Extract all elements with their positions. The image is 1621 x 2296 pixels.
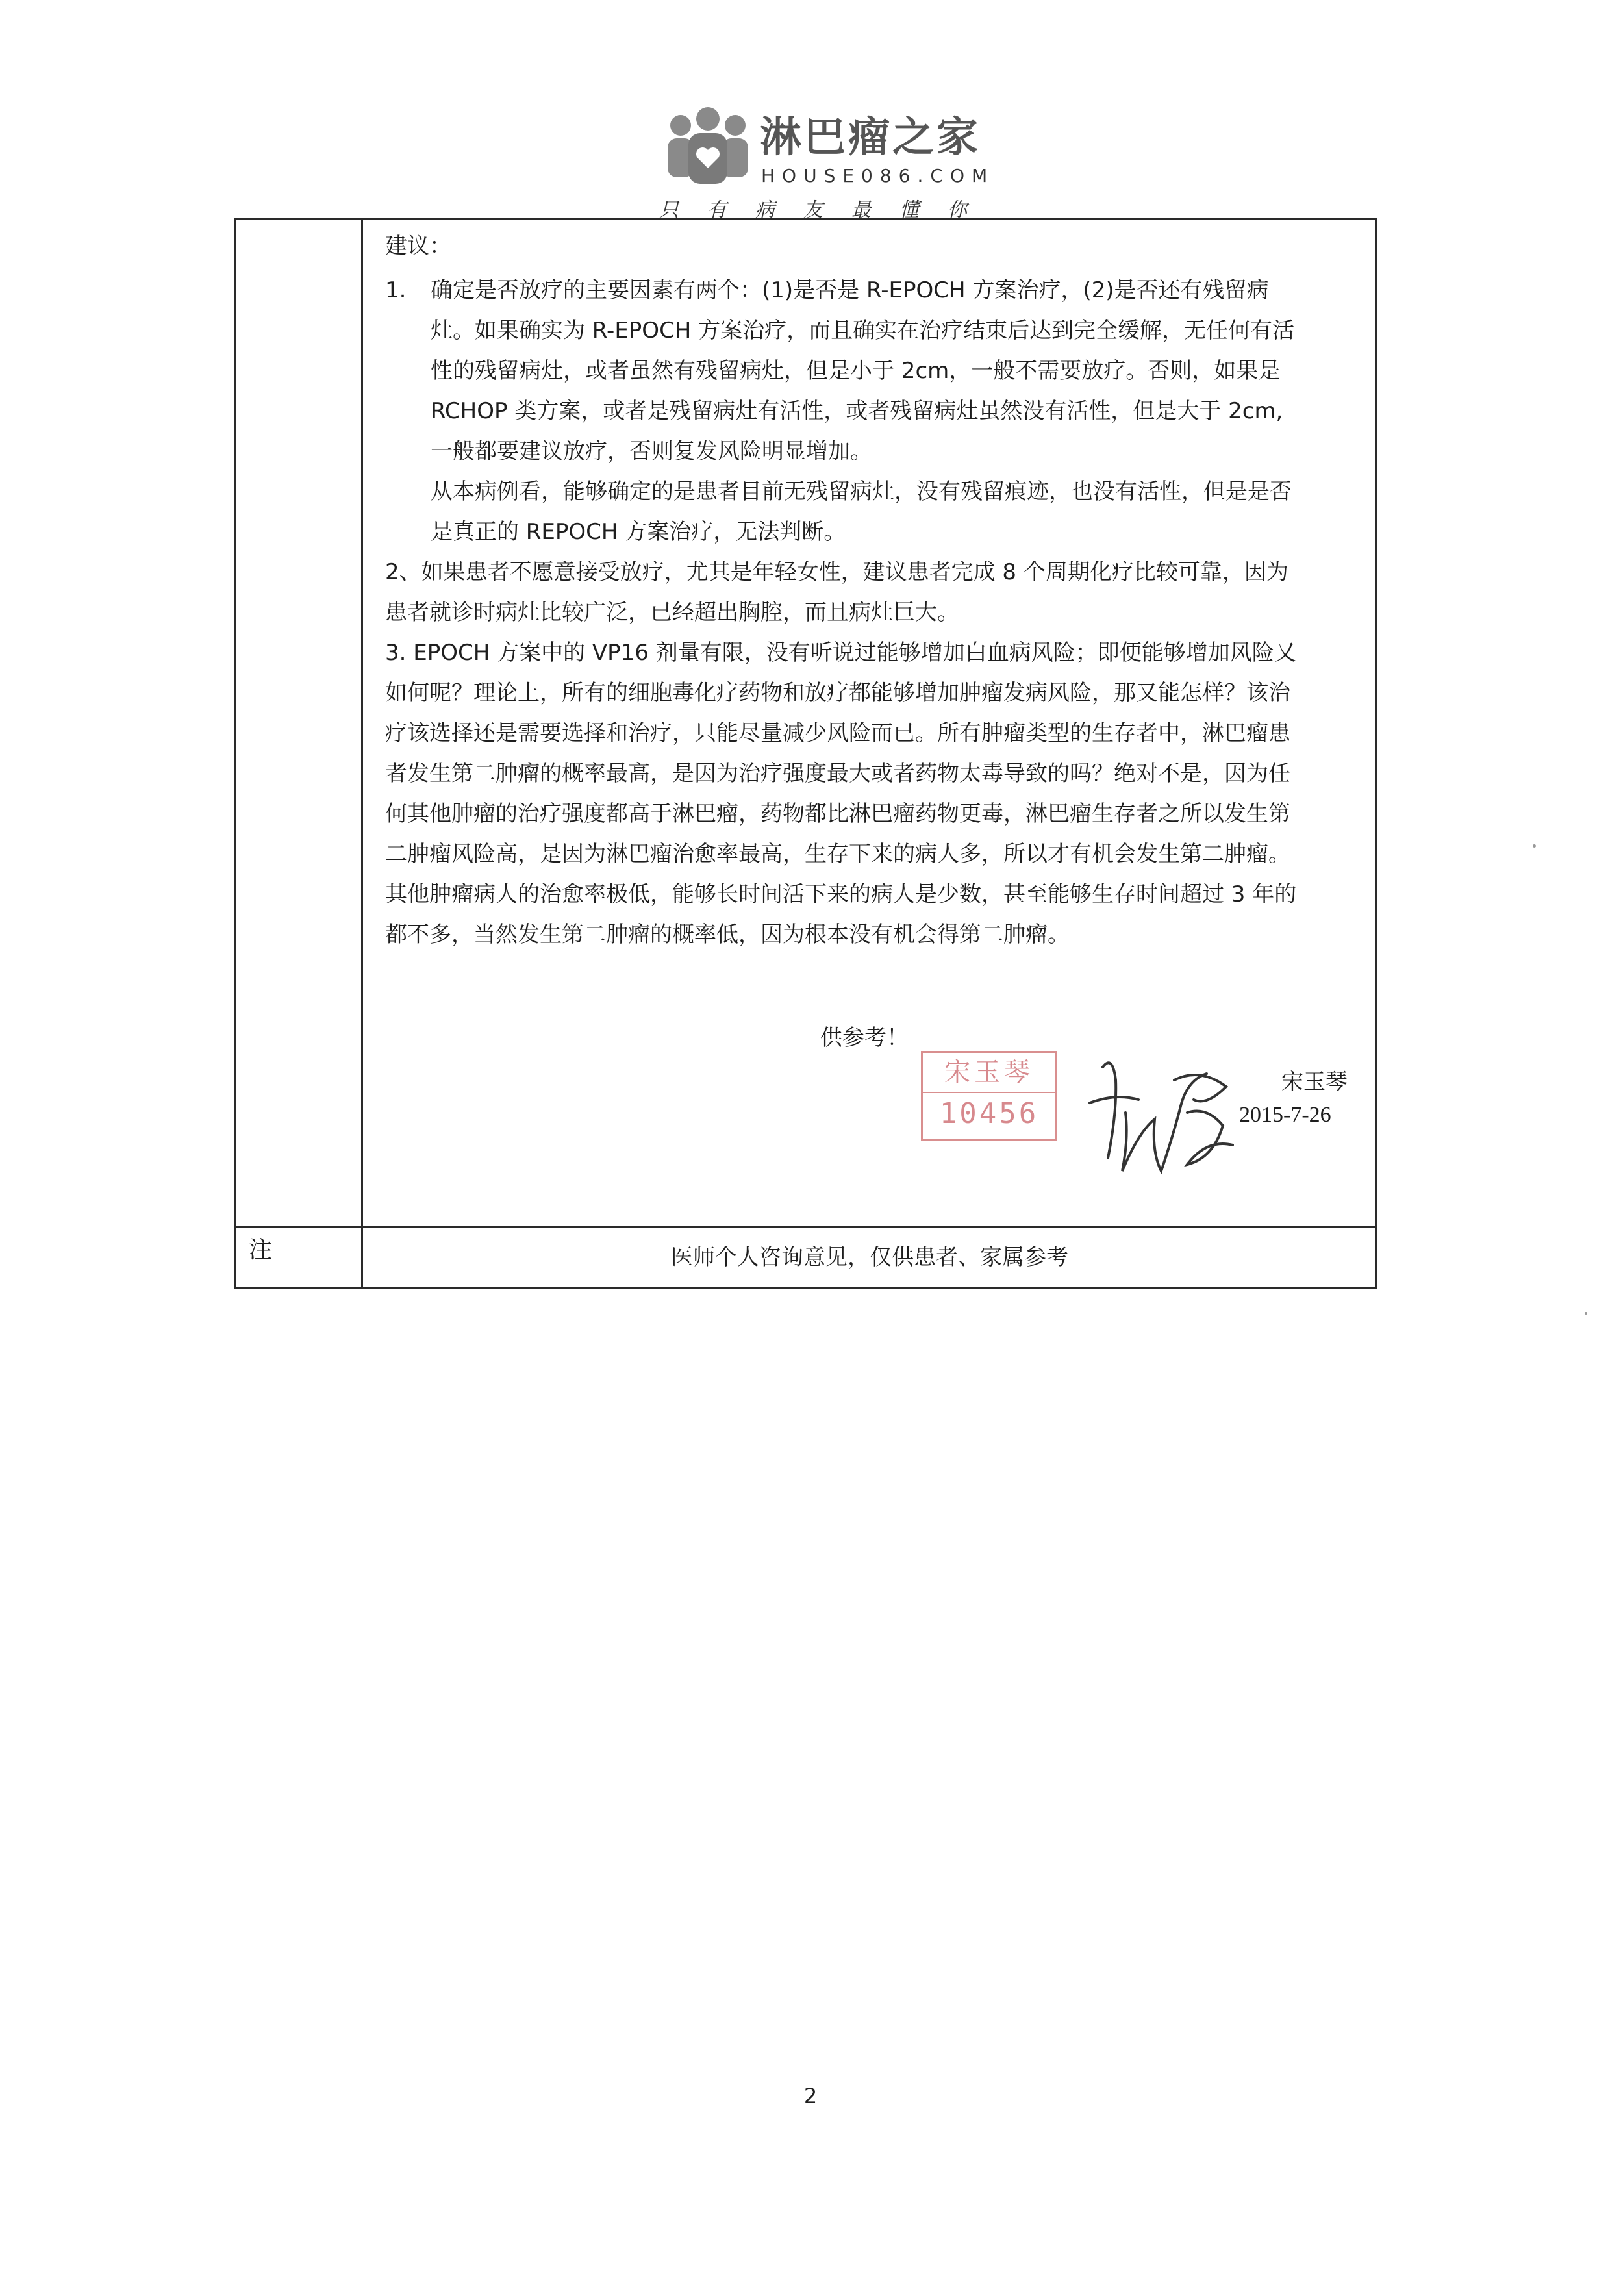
advice-item-3-line: 何其他肿瘤的治疗强度都高于淋巴瘤，药物都比淋巴瘤药物更毒，淋巴瘤生存者之所以发生第	[385, 801, 1290, 827]
consultation-table	[234, 218, 1377, 1289]
column-divider	[361, 220, 363, 1287]
advice-item-1-line: 一般都要建议放疗，否则复发风险明显增加。	[431, 438, 872, 464]
advice-content	[385, 226, 1359, 955]
scan-speck	[1533, 844, 1536, 848]
advice-item-3-line: 3. EPOCH 方案中的 VP16 剂量有限，没有听说过能够增加白血病风险；即便能够增加风险又	[385, 640, 1296, 666]
scan-speck	[1585, 1312, 1587, 1315]
advice-item-3-line: 者发生第二肿瘤的概率最高，是因为治疗强度最大或者药物太毒导致的吗？绝对不是，因为任	[385, 761, 1290, 787]
advice-item-1-line: 性的残留病灶，或者虽然有残留病灶，但是小于 2cm，一般不需要放疗。否则，如果是	[431, 358, 1281, 384]
note-text: 医师个人咨询意见，仅供患者、家属参考	[671, 1244, 1068, 1270]
page-header	[0, 0, 1621, 221]
row-divider	[236, 1226, 1375, 1228]
handwritten-signature	[1077, 1041, 1246, 1191]
advice-item-3-line: 如何呢？理论上，所有的细胞毒化疗药物和放疗都能够增加肿瘤发病风险，那又能怎样？该治	[385, 680, 1290, 706]
logo-slogan: 只有病友最懂你	[659, 199, 996, 221]
advice-item-1-line: 是真正的 REPOCH 方案治疗，无法判断。	[431, 519, 846, 545]
closing-remark: 供参考！	[820, 1025, 909, 1051]
note-label: 注	[249, 1237, 273, 1263]
signature-date: 2015-7-26	[1239, 1103, 1331, 1127]
logo-url: HOUSE086.COM	[761, 165, 995, 186]
stamp-number: 10456	[939, 1097, 1039, 1130]
advice-heading: 建议：	[385, 233, 451, 259]
advice-item-1-line: 灶。如果确实为 R-EPOCH 方案治疗，而且确实在治疗结束后达到完全缓解，无任何有活	[431, 318, 1295, 344]
doctor-name: 宋玉琴	[1281, 1069, 1348, 1095]
item-number: 1.	[385, 277, 407, 303]
advice-item-1-line: 从本病例看，能够确定的是患者目前无残留病灶，没有残留痕迹，也没有活性，但是是否	[431, 479, 1292, 505]
advice-item-3-line: 二肿瘤风险高，是因为淋巴瘤治愈率最高，生存下来的病人多，所以才有机会发生第二肿瘤。	[385, 841, 1290, 867]
page-number: 2	[803, 2084, 818, 2108]
logo-name: 淋巴瘤之家	[760, 114, 981, 162]
doctor-seal-stamp	[921, 1051, 1057, 1141]
advice-item-1-line: 1. 确定是否放疗的主要因素有两个：(1)是否是 R-EPOCH 方案治疗，(2)是否还有残留病	[385, 270, 1359, 310]
advice-item-2-line: 2、如果患者不愿意接受放疗，尤其是年轻女性，建议患者完成 8 个周期化疗比较可靠，因为	[385, 559, 1288, 585]
advice-item-2-line: 患者就诊时病灶比较广泛，已经超出胸腔，而且病灶巨大。	[385, 599, 959, 625]
stamp-name: 宋玉琴	[923, 1053, 1055, 1093]
advice-item-3-line: 都不多，当然发生第二肿瘤的概率低，因为根本没有机会得第二肿瘤。	[385, 922, 1070, 948]
logo-people-icon	[662, 107, 753, 185]
advice-item-3-line: 其他肿瘤病人的治愈率极低，能够长时间活下来的病人是少数，甚至能够生存时间超过 3 年的	[385, 881, 1297, 907]
advice-item-1-line: RCHOP 类方案，或者是残留病灶有活性，或者残留病灶虽然没有活性，但是大于 2cm,	[431, 398, 1283, 424]
advice-item-3-line: 疗该选择还是需要选择和治疗，只能尽量减少风险而已。所有肿瘤类型的生存者中，淋巴瘤患	[385, 720, 1290, 746]
